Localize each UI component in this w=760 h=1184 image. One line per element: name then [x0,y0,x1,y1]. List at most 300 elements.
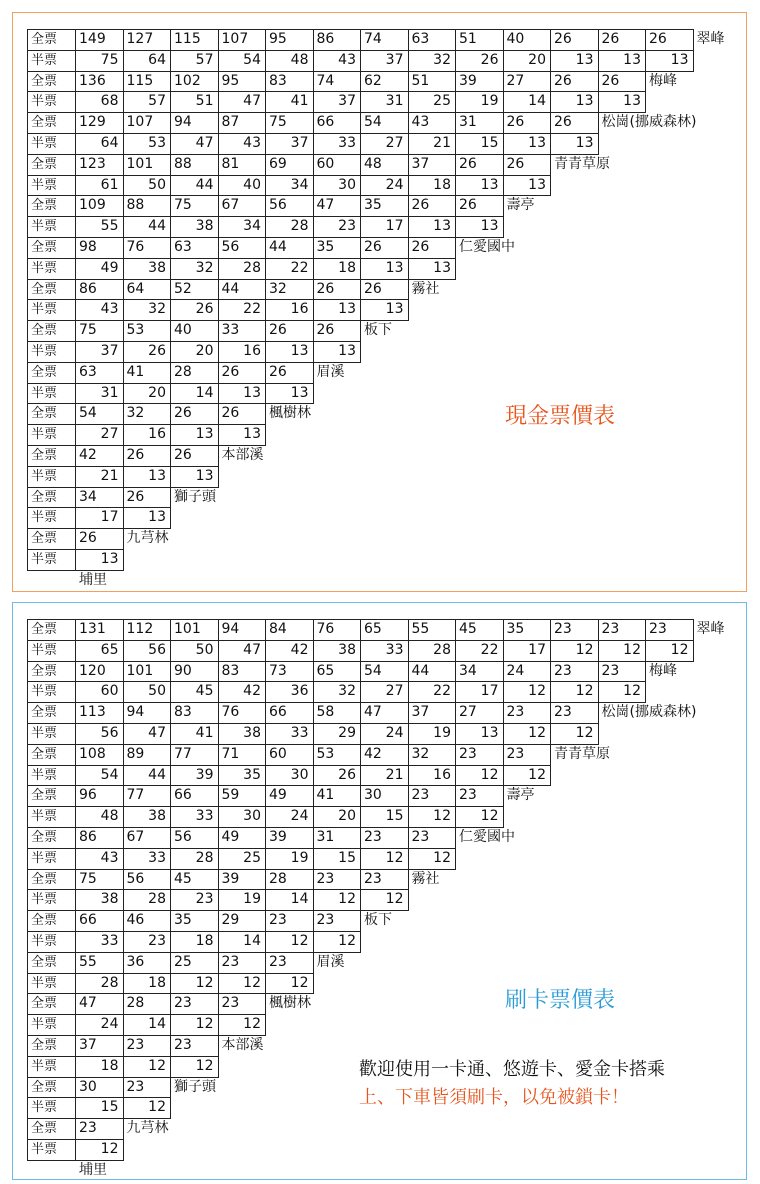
half-fare-cell: 13 [645,50,694,72]
full-fare-cell: 26 [218,403,267,425]
half-fare-cell: 13 [455,723,504,745]
full-ticket-label: 全票 [27,910,76,932]
half-fare-cell: 13 [550,50,599,72]
half-fare-cell: 57 [170,50,219,72]
full-fare-cell: 26 [408,195,457,217]
full-fare-cell: 67 [218,195,267,217]
full-fare-cell: 51 [408,71,457,93]
half-fare-cell: 13 [360,299,409,321]
half-fare-cell: 13 [550,91,599,113]
full-fare-cell: 35 [313,237,362,259]
full-fare-cell: 76 [218,702,267,724]
full-fare-cell: 51 [455,29,504,51]
full-fare-cell: 49 [265,785,314,807]
full-ticket-label: 全票 [27,785,76,807]
half-fare-cell: 12 [218,973,267,995]
stop-name: 九芎林 [126,1120,169,1137]
full-fare-cell: 59 [218,785,267,807]
half-fare-cell: 13 [123,507,172,529]
half-fare-cell: 33 [313,133,362,155]
full-fare-cell: 131 [75,619,124,641]
full-fare-cell: 107 [123,112,172,134]
full-fare-cell: 88 [123,195,172,217]
full-fare-cell: 69 [265,154,314,176]
full-fare-cell: 83 [218,661,267,683]
full-fare-cell: 23 [645,619,694,641]
full-fare-cell: 29 [218,910,267,932]
half-fare-cell: 25 [408,91,457,113]
full-fare-cell: 115 [123,71,172,93]
full-fare-cell: 26 [265,362,314,384]
stop-name: 本部溪 [221,447,264,463]
half-fare-cell: 43 [313,50,362,72]
half-ticket-label: 半票 [27,1014,76,1036]
half-fare-cell: 53 [123,133,172,155]
card-tap-warning: 上、下車皆須刷卡，以免被鎖卡！ [359,1087,629,1108]
half-fare-cell: 30 [313,175,362,197]
full-fare-cell: 55 [408,619,457,641]
half-fare-cell: 17 [503,640,552,662]
half-fare-cell: 39 [170,765,219,787]
full-fare-cell: 40 [503,29,552,51]
stop-name: 板下 [364,322,392,339]
full-fare-cell: 74 [360,29,409,51]
half-fare-cell: 15 [455,133,504,155]
half-fare-cell: 12 [408,806,457,828]
stop-name: 松崗(挪威森林) [601,114,697,131]
stop-name-terminal: 埔里 [79,571,107,588]
full-fare-cell: 23 [170,1035,219,1057]
half-fare-cell: 25 [218,848,267,870]
full-fare-cell: 23 [170,993,219,1015]
half-fare-cell: 20 [123,383,172,405]
half-fare-cell: 28 [218,258,267,280]
half-fare-cell: 23 [123,931,172,953]
full-ticket-label: 全票 [27,827,76,849]
half-fare-cell: 13 [550,133,599,155]
half-ticket-label: 半票 [27,91,76,113]
full-fare-cell: 23 [75,1118,124,1140]
half-ticket-label: 半票 [27,507,76,529]
half-ticket-label: 半票 [27,848,76,870]
half-fare-cell: 13 [265,383,314,405]
full-fare-cell: 23 [408,785,457,807]
half-fare-cell: 21 [360,765,409,787]
full-fare-cell: 45 [455,619,504,641]
full-fare-cell: 101 [123,661,172,683]
full-fare-cell: 23 [218,993,267,1015]
half-fare-cell: 18 [313,258,362,280]
half-fare-cell: 22 [218,299,267,321]
half-fare-cell: 65 [75,640,124,662]
half-fare-cell: 12 [218,1014,267,1036]
full-fare-cell: 32 [408,744,457,766]
half-fare-cell: 13 [598,91,647,113]
half-fare-cell: 45 [170,681,219,703]
half-ticket-label: 半票 [27,723,76,745]
half-fare-cell: 54 [75,765,124,787]
half-fare-cell: 24 [360,175,409,197]
half-fare-cell: 34 [265,175,314,197]
full-fare-cell: 32 [123,403,172,425]
half-fare-cell: 28 [123,889,172,911]
half-fare-cell: 13 [408,216,457,238]
half-fare-cell: 12 [408,848,457,870]
half-fare-cell: 37 [360,50,409,72]
full-fare-cell: 37 [408,154,457,176]
card-fare-panel [12,602,747,1180]
half-fare-cell: 13 [265,341,314,363]
full-fare-cell: 41 [313,785,362,807]
full-fare-cell: 76 [313,619,362,641]
full-fare-cell: 26 [645,29,694,51]
half-fare-cell: 33 [170,806,219,828]
full-fare-cell: 30 [75,1077,124,1099]
full-ticket-label: 全票 [27,993,76,1015]
half-fare-cell: 18 [408,175,457,197]
half-ticket-label: 半票 [27,1056,76,1078]
full-fare-cell: 26 [455,195,504,217]
full-fare-cell: 66 [170,785,219,807]
half-fare-cell: 13 [503,175,552,197]
full-fare-cell: 34 [455,661,504,683]
full-fare-cell: 34 [75,487,124,509]
full-fare-cell: 26 [265,320,314,342]
half-fare-cell: 32 [408,50,457,72]
half-fare-cell: 37 [265,133,314,155]
full-fare-cell: 31 [455,112,504,134]
full-fare-cell: 95 [265,29,314,51]
full-fare-cell: 26 [550,29,599,51]
full-fare-cell: 28 [170,362,219,384]
half-fare-cell: 20 [313,806,362,828]
full-fare-cell: 28 [265,869,314,891]
half-fare-cell: 23 [313,216,362,238]
full-ticket-label: 全票 [27,869,76,891]
full-fare-cell: 149 [75,29,124,51]
half-fare-cell: 12 [170,973,219,995]
full-fare-cell: 26 [218,362,267,384]
full-fare-cell: 66 [75,910,124,932]
stop-name: 本部溪 [221,1037,264,1053]
full-fare-cell: 63 [170,237,219,259]
half-fare-cell: 41 [170,723,219,745]
full-fare-cell: 26 [170,403,219,425]
full-fare-cell: 96 [75,785,124,807]
stop-name: 松崗(挪威森林) [601,704,697,721]
half-fare-cell: 17 [75,507,124,529]
half-fare-cell: 12 [455,765,504,787]
stop-name: 獅子頭 [174,1078,216,1095]
full-fare-cell: 23 [360,827,409,849]
full-fare-cell: 33 [218,320,267,342]
half-fare-cell: 18 [75,1056,124,1078]
half-fare-cell: 50 [123,175,172,197]
half-fare-cell: 38 [170,216,219,238]
half-fare-cell: 64 [123,50,172,72]
half-fare-cell: 26 [123,341,172,363]
full-fare-cell: 75 [170,195,219,217]
full-ticket-label: 全票 [27,237,76,259]
full-fare-cell: 39 [218,869,267,891]
half-fare-cell: 38 [218,723,267,745]
full-fare-cell: 107 [218,29,267,51]
full-fare-cell: 26 [503,154,552,176]
stop-name: 青青草原 [554,745,610,762]
full-fare-cell: 56 [218,237,267,259]
half-fare-cell: 13 [503,133,552,155]
full-fare-cell: 31 [313,827,362,849]
half-fare-cell: 50 [123,681,172,703]
full-fare-cell: 23 [503,744,552,766]
full-fare-cell: 42 [75,445,124,467]
full-fare-cell: 26 [170,445,219,467]
full-fare-cell: 54 [75,403,124,425]
half-fare-cell: 44 [170,175,219,197]
half-fare-cell: 29 [313,723,362,745]
half-fare-cell: 31 [75,383,124,405]
half-fare-cell: 12 [503,765,552,787]
half-fare-cell: 48 [265,50,314,72]
half-fare-cell: 30 [265,765,314,787]
full-ticket-label: 全票 [27,279,76,301]
half-fare-cell: 54 [218,50,267,72]
half-ticket-label: 半票 [27,175,76,197]
full-fare-cell: 88 [170,154,219,176]
half-fare-cell: 14 [170,383,219,405]
half-fare-cell: 16 [265,299,314,321]
half-fare-cell: 38 [75,889,124,911]
full-fare-cell: 23 [598,619,647,641]
full-ticket-label: 全票 [27,362,76,384]
half-fare-cell: 51 [170,91,219,113]
half-ticket-label: 半票 [27,383,76,405]
half-fare-cell: 56 [123,640,172,662]
full-fare-cell: 109 [75,195,124,217]
full-fare-cell: 75 [75,869,124,891]
full-ticket-label: 全票 [27,487,76,509]
half-fare-cell: 33 [123,848,172,870]
full-fare-cell: 63 [408,29,457,51]
half-fare-cell: 12 [313,889,362,911]
half-fare-cell: 14 [123,1014,172,1036]
full-fare-cell: 94 [170,112,219,134]
full-fare-cell: 35 [503,619,552,641]
card-fare-caption: 刷卡票價表 [505,988,616,1013]
half-fare-cell: 50 [170,640,219,662]
full-fare-cell: 71 [218,744,267,766]
half-fare-cell: 24 [75,1014,124,1036]
half-fare-cell: 23 [170,889,219,911]
stop-name: 壽亭 [506,787,535,804]
full-fare-cell: 47 [360,702,409,724]
full-fare-cell: 49 [218,827,267,849]
full-fare-cell: 53 [313,744,362,766]
stop-name: 仁愛國中 [459,829,515,845]
half-fare-cell: 14 [265,889,314,911]
half-ticket-label: 半票 [27,50,76,72]
full-fare-cell: 58 [313,702,362,724]
half-fare-cell: 13 [218,424,267,446]
full-fare-cell: 94 [218,619,267,641]
full-fare-cell: 26 [503,112,552,134]
half-fare-cell: 33 [75,931,124,953]
full-fare-cell: 76 [123,237,172,259]
full-fare-cell: 36 [123,952,172,974]
half-fare-cell: 27 [360,133,409,155]
stop-name: 板下 [364,912,392,929]
half-fare-cell: 13 [313,341,362,363]
half-fare-cell: 33 [360,640,409,662]
full-fare-cell: 26 [550,112,599,134]
full-fare-cell: 75 [265,112,314,134]
stop-name-terminal: 埔里 [79,1161,107,1178]
full-fare-cell: 26 [550,71,599,93]
full-fare-cell: 74 [313,71,362,93]
full-fare-cell: 67 [123,827,172,849]
half-fare-cell: 37 [313,91,362,113]
half-fare-cell: 19 [455,91,504,113]
half-fare-cell: 13 [455,175,504,197]
full-fare-cell: 44 [408,661,457,683]
full-fare-cell: 40 [170,320,219,342]
stop-name: 青青草原 [554,155,610,172]
half-fare-cell: 27 [75,424,124,446]
full-fare-cell: 56 [123,869,172,891]
stop-name: 楓樹林 [269,995,311,1012]
half-fare-cell: 19 [218,889,267,911]
half-ticket-label: 半票 [27,216,76,238]
half-fare-cell: 42 [218,681,267,703]
full-fare-cell: 23 [550,661,599,683]
half-fare-cell: 33 [265,723,314,745]
half-fare-cell: 57 [123,91,172,113]
full-fare-cell: 42 [360,744,409,766]
full-fare-cell: 23 [598,661,647,683]
half-fare-cell: 22 [455,640,504,662]
half-fare-cell: 47 [218,640,267,662]
half-ticket-label: 半票 [27,931,76,953]
full-fare-cell: 37 [75,1035,124,1057]
full-fare-cell: 54 [360,112,409,134]
half-fare-cell: 12 [170,1056,219,1078]
full-ticket-label: 全票 [27,71,76,93]
half-fare-cell: 19 [408,723,457,745]
full-fare-cell: 86 [75,827,124,849]
stop-name: 仁愛國中 [459,239,515,255]
full-fare-cell: 26 [123,445,172,467]
full-fare-cell: 52 [170,279,219,301]
full-fare-cell: 23 [265,952,314,974]
full-ticket-label: 全票 [27,661,76,683]
full-fare-cell: 127 [123,29,172,51]
full-fare-cell: 136 [75,71,124,93]
half-fare-cell: 12 [598,681,647,703]
half-fare-cell: 40 [218,175,267,197]
half-fare-cell: 34 [218,216,267,238]
stop-name: 翠峰 [696,621,725,637]
full-fare-cell: 66 [313,112,362,134]
half-fare-cell: 14 [218,931,267,953]
half-fare-cell: 43 [75,299,124,321]
full-fare-cell: 37 [408,702,457,724]
full-fare-cell: 123 [75,154,124,176]
card-usage-note: 歡迎使用一卡通、悠遊卡、愛金卡搭乘 [359,1059,665,1080]
full-fare-cell: 62 [360,71,409,93]
full-fare-cell: 23 [313,869,362,891]
half-fare-cell: 43 [75,848,124,870]
half-ticket-label: 半票 [27,341,76,363]
half-fare-cell: 64 [75,133,124,155]
full-fare-cell: 41 [123,362,172,384]
half-fare-cell: 49 [75,258,124,280]
half-fare-cell: 12 [75,1139,124,1161]
half-fare-cell: 41 [265,91,314,113]
half-fare-cell: 47 [123,723,172,745]
half-fare-cell: 20 [503,50,552,72]
half-ticket-label: 半票 [27,299,76,321]
full-fare-cell: 73 [265,661,314,683]
stop-name: 眉溪 [316,363,345,380]
half-ticket-label: 半票 [27,681,76,703]
full-fare-cell: 83 [170,702,219,724]
half-fare-cell: 12 [360,889,409,911]
full-ticket-label: 全票 [27,29,76,51]
half-fare-cell: 61 [75,175,124,197]
half-fare-cell: 44 [123,216,172,238]
half-fare-cell: 12 [503,723,552,745]
full-fare-cell: 39 [265,827,314,849]
half-fare-cell: 36 [265,681,314,703]
full-fare-cell: 23 [455,785,504,807]
cash-fare-caption: 現金票價表 [505,404,616,429]
half-fare-cell: 12 [550,681,599,703]
half-ticket-label: 半票 [27,1097,76,1119]
full-fare-cell: 115 [170,29,219,51]
full-fare-cell: 101 [123,154,172,176]
full-fare-cell: 25 [170,952,219,974]
half-ticket-label: 半票 [27,133,76,155]
full-ticket-label: 全票 [27,445,76,467]
half-fare-cell: 28 [408,640,457,662]
full-ticket-label: 全票 [27,195,76,217]
half-fare-cell: 28 [265,216,314,238]
full-fare-cell: 23 [123,1077,172,1099]
full-fare-cell: 89 [123,744,172,766]
half-fare-cell: 21 [75,466,124,488]
full-fare-cell: 23 [503,702,552,724]
half-ticket-label: 半票 [27,806,76,828]
half-fare-cell: 44 [123,765,172,787]
full-fare-cell: 23 [550,702,599,724]
half-fare-cell: 55 [75,216,124,238]
full-fare-cell: 53 [123,320,172,342]
stop-name: 楓樹林 [269,405,311,422]
full-fare-cell: 81 [218,154,267,176]
half-fare-cell: 15 [313,848,362,870]
full-ticket-label: 全票 [27,744,76,766]
half-fare-cell: 12 [170,1014,219,1036]
half-fare-cell: 32 [123,299,172,321]
full-ticket-label: 全票 [27,1077,76,1099]
full-fare-cell: 47 [75,993,124,1015]
full-fare-cell: 54 [360,661,409,683]
full-ticket-label: 全票 [27,952,76,974]
half-fare-cell: 12 [503,681,552,703]
half-ticket-label: 半票 [27,889,76,911]
full-fare-cell: 26 [408,237,457,259]
half-fare-cell: 12 [265,931,314,953]
